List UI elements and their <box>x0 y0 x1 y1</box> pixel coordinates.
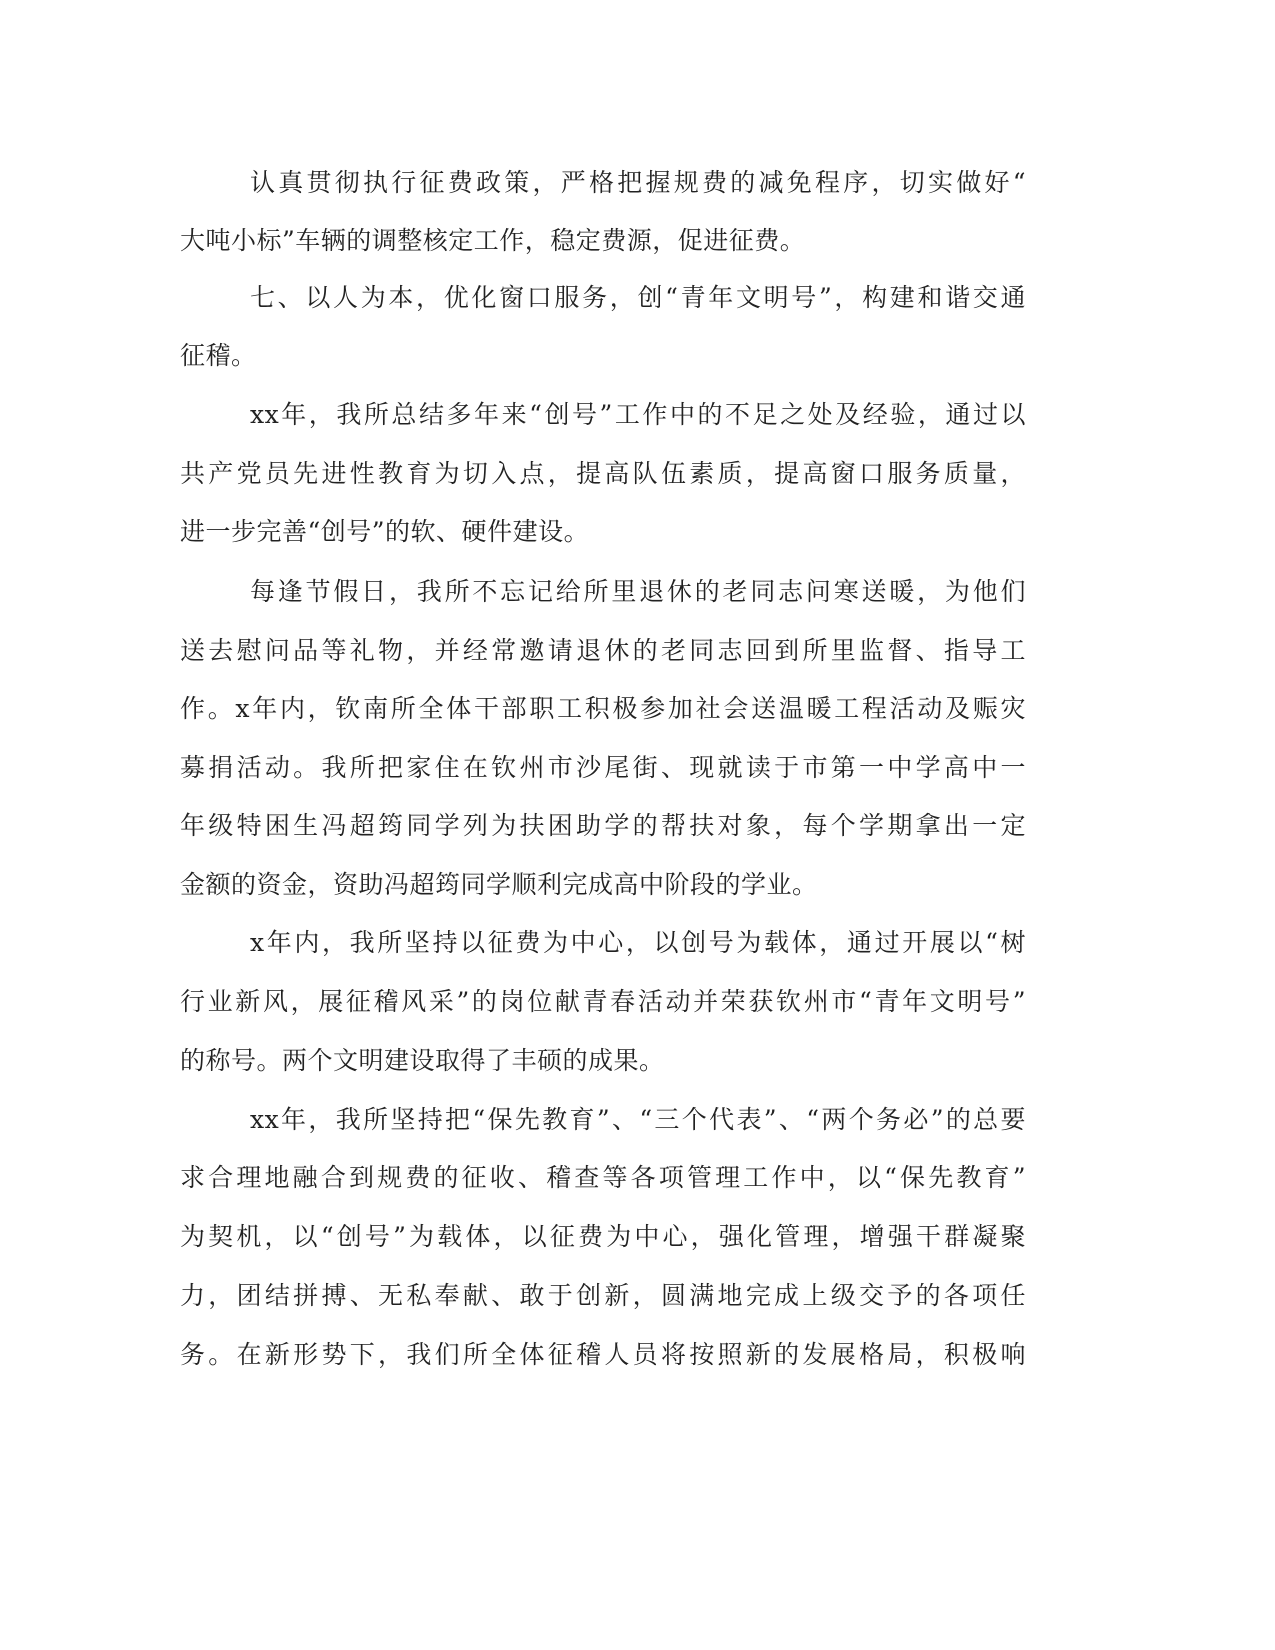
paragraph-line: 大吨小标”车辆的调整核定工作，稳定费源，促进征费。 <box>180 226 806 255</box>
paragraph-line: 募捐活动。我所把家住在钦州市沙尾街、现就读于市第一中学高中一 <box>180 753 1026 782</box>
paragraph-line: 求合理地融合到规费的征收、稽查等各项管理工作中，以“保先教育” <box>180 1163 1026 1192</box>
paragraph-line: 进一步完善“创号”的软、硬件建设。 <box>180 517 590 546</box>
paragraph-line: 金额的资金，资助冯超筠同学顺利完成高中阶段的学业。 <box>180 870 818 899</box>
paragraph-line: 年级特困生冯超筠同学列为扶困助学的帮扶对象，每个学期拿出一定 <box>180 811 1026 840</box>
paragraph-line: xx年，我所坚持把“保先教育”、“三个代表”、“两个务必”的总要 <box>250 1105 1026 1134</box>
paragraph-line: 的称号。两个文明建设取得了丰硕的成果。 <box>180 1046 665 1075</box>
paragraph-line: 征稽。 <box>180 341 257 370</box>
paragraph-line: 每逢节假日，我所不忘记给所里退休的老同志问寒送暖，为他们 <box>250 577 1026 606</box>
paragraph-line: 为契机，以“创号”为载体，以征费为中心，强化管理，增强干群凝聚 <box>180 1222 1026 1251</box>
paragraph-line: x年内，我所坚持以征费为中心，以创号为载体，通过开展以“树 <box>250 928 1026 957</box>
paragraph-line: 共产党员先进性教育为切入点，提高队伍素质，提高窗口服务质量， <box>180 459 1026 488</box>
paragraph-line: 送去慰问品等礼物，并经常邀请退休的老同志回到所里监督、指导工 <box>180 636 1026 665</box>
paragraph-line: 作。x年内，钦南所全体干部职工积极参加社会送温暖工程活动及赈灾 <box>180 694 1026 723</box>
paragraph-line: 七、以人为本，优化窗口服务，创“青年文明号”，构建和谐交通 <box>250 283 1026 312</box>
paragraph-line: xx年，我所总结多年来“创号”工作中的不足之处及经验，通过以 <box>250 400 1026 429</box>
paragraph-line: 力，团结拼搏、无私奉献、敢于创新，圆满地完成上级交予的各项任 <box>180 1281 1026 1310</box>
paragraph-line: 务。在新形势下，我们所全体征稽人员将按照新的发展格局，积极响 <box>180 1340 1026 1369</box>
paragraph-line: 行业新风，展征稽风采”的岗位献青春活动并荣获钦州市“青年文明号” <box>180 987 1026 1016</box>
paragraph-line: 认真贯彻执行征费政策，严格把握规费的减免程序，切实做好“ <box>250 168 1026 197</box>
